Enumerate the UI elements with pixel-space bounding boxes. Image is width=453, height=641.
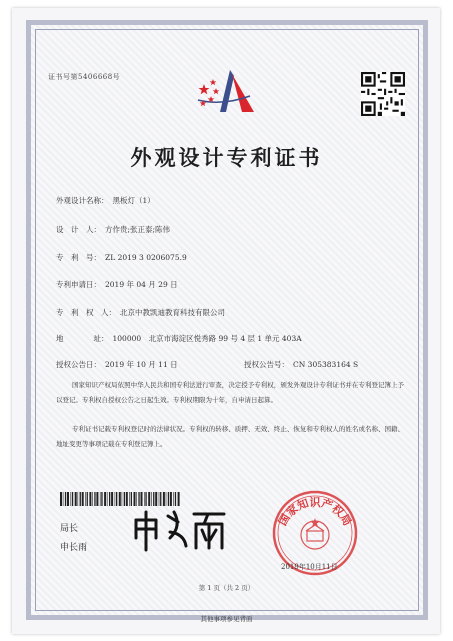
- statement-paragraph: 国家知识产权局依照中华人民共和国专利法进行审查，决定授予专利权，颁发外观设计专利证书并在专利登记簿上予以登记。专利权自授权公告之日起生效。专利权期限为十年，自申请日起算。: [56, 381, 404, 404]
- field-value: ZL 2019 3 0206075.9: [105, 253, 187, 262]
- field-label: 外观设计名称：: [56, 196, 109, 205]
- director-signature: [130, 508, 230, 552]
- footer-note: 其他事项参见背面: [200, 615, 253, 623]
- statement-paragraph: 专利证书记载专利权登记时的法律状况。专利权的转移、质押、无效、终止、恢复和专利权人的姓名或名称、国籍、地址变更等事项记载在专利登记簿上。: [56, 425, 404, 448]
- field-grant-no: [244, 359, 358, 370]
- field-label: 专 利 权 人：: [56, 308, 116, 317]
- field-filing-date: [56, 279, 178, 290]
- field-label: 授权公告号：: [244, 360, 289, 369]
- field-value: 2019 年 04 月 29 日: [105, 280, 178, 289]
- field-patent-no: [56, 252, 187, 263]
- field-value: 黑板灯（1）: [112, 196, 155, 205]
- field-value: 北京中教凯迪教育科技有限公司: [120, 308, 225, 317]
- qr-code-icon: [361, 72, 405, 116]
- field-value: 方作贵;张正泰;陈伟: [105, 225, 171, 234]
- director-title: 局长: [60, 524, 79, 534]
- field-label: 专利申请日：: [56, 280, 101, 289]
- certificate-number: 证书号第5406668号: [48, 73, 121, 81]
- seal-date: 2019年10月11日: [281, 563, 338, 571]
- field-label: 设 计 人：: [56, 225, 101, 234]
- field-address: [56, 333, 302, 344]
- cnipa-emblem-icon: [192, 66, 260, 118]
- field-value: 2019 年 10 月 11 日: [105, 360, 178, 369]
- field-designer: [56, 224, 170, 235]
- field-grant-date: [56, 359, 178, 370]
- director-name: 申长雨: [60, 543, 88, 553]
- field-design-name: [56, 195, 155, 206]
- field-label: 授权公告日：: [56, 360, 101, 369]
- field-label: 专 利 号：: [56, 253, 101, 262]
- field-patentee: [56, 307, 225, 318]
- field-value: 100000 北京市海淀区悦秀路 99 号 4 层 1 单元 403A: [112, 334, 302, 343]
- field-label: 地 址：: [56, 334, 109, 343]
- barcode-icon: [60, 492, 180, 506]
- document-title: 外观设计专利证书: [130, 145, 323, 170]
- page-number: 第 1 页（共 2 页）: [198, 584, 255, 592]
- field-value: CN 305383164 S: [293, 360, 359, 369]
- seal-text: 国家知识产权局: [276, 496, 354, 528]
